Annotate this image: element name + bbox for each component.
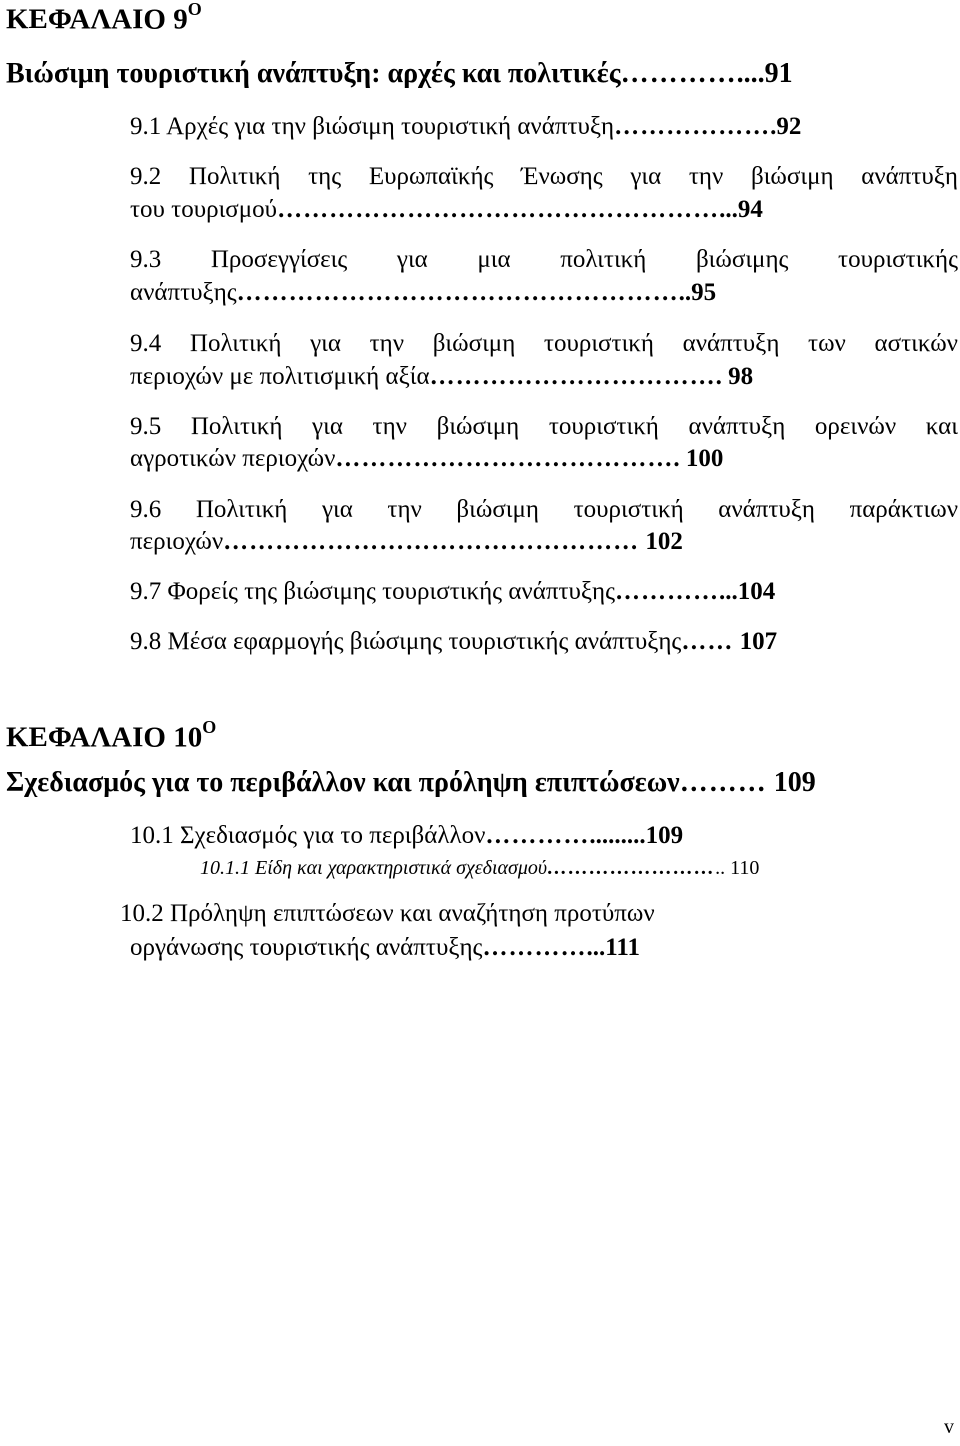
toc-entry-10-1-1: 10.1.1 Είδη και χαρακτηριστικά σχεδιασμού…………………….. 110 [200, 857, 760, 879]
chapter-9-heading: ΚΕΦΑΛΑΙΟ $9^O$ [6, 0, 202, 36]
toc-entry-9-6-line1: 9.6 Πολιτική για την βιώσιμη τουριστική ανάπτυξη παράκτιων [130, 496, 958, 523]
toc-entry-10-2-line1: 10.2 Πρόληψη επιπτώσεων και αναζήτηση προτύπων [120, 900, 655, 927]
toc-entry-9-2-line1: 9.2 Πολιτική της Ευρωπαϊκής Ένωσης για την βιώσιμη ανάπτυξη [130, 163, 958, 190]
toc-entry-9-7: 9.7 Φορείς της βιώσιμης τουριστικής ανάπτυξης…………...104 [130, 578, 776, 605]
chapter-9-title: Βιώσιμη τουριστική ανάπτυξη: αρχές και πολιτικές…………....91 [6, 58, 793, 89]
toc-entry-9-8: 9.8 Μέσα εφαρμογής βιώσιμης τουριστικής ανάπτυξης…… 107 [130, 628, 778, 655]
toc-entry-9-5-line1: 9.5 Πολιτική για την βιώσιμη τουριστική ανάπτυξη ορεινών και [130, 413, 958, 440]
toc-entry-9-3-line2: ανάπτυξης……………………………………………..95 [130, 279, 717, 306]
toc-entry-9-1: 9.1 Αρχές για την βιώσιμη τουριστική ανάπτυξη……………….92 [130, 113, 802, 140]
page-number: v [944, 1416, 954, 1438]
chapter-10-heading: ΚΕΦΑΛΑΙΟ $10^O$ [6, 717, 217, 754]
toc-entry-9-5-line2: αγροτικών περιοχών…………………………………. 100 [130, 445, 724, 472]
toc-entry-9-4-line1: 9.4 Πολιτική για την βιώσιμη τουριστική ανάπτυξη των αστικών [130, 330, 958, 357]
toc-entry-9-6-line2: περιοχών………………………………………… 102 [130, 528, 683, 555]
toc-entry-10-2-line2: οργάνωσης τουριστικής ανάπτυξης…………...111 [130, 934, 640, 961]
toc-entry-9-4-line2: περιοχών με πολιτισμική αξία……………………………. 98 [130, 363, 754, 390]
toc-entry-9-3-line1: 9.3 Προσεγγίσεις για μια πολιτική βιώσιμης τουριστικής [130, 246, 958, 273]
toc-entry-9-2-line2: του τουρισμού……………………………………………...94 [130, 196, 763, 223]
toc-entry-10-1: 10.1 Σχεδιασμός για το περιβάλλον………….........109 [130, 822, 684, 849]
chapter-10-title: Σχεδιασμός για το περιβάλλον και πρόληψη επιπτώσεων……… 109 [6, 767, 816, 798]
